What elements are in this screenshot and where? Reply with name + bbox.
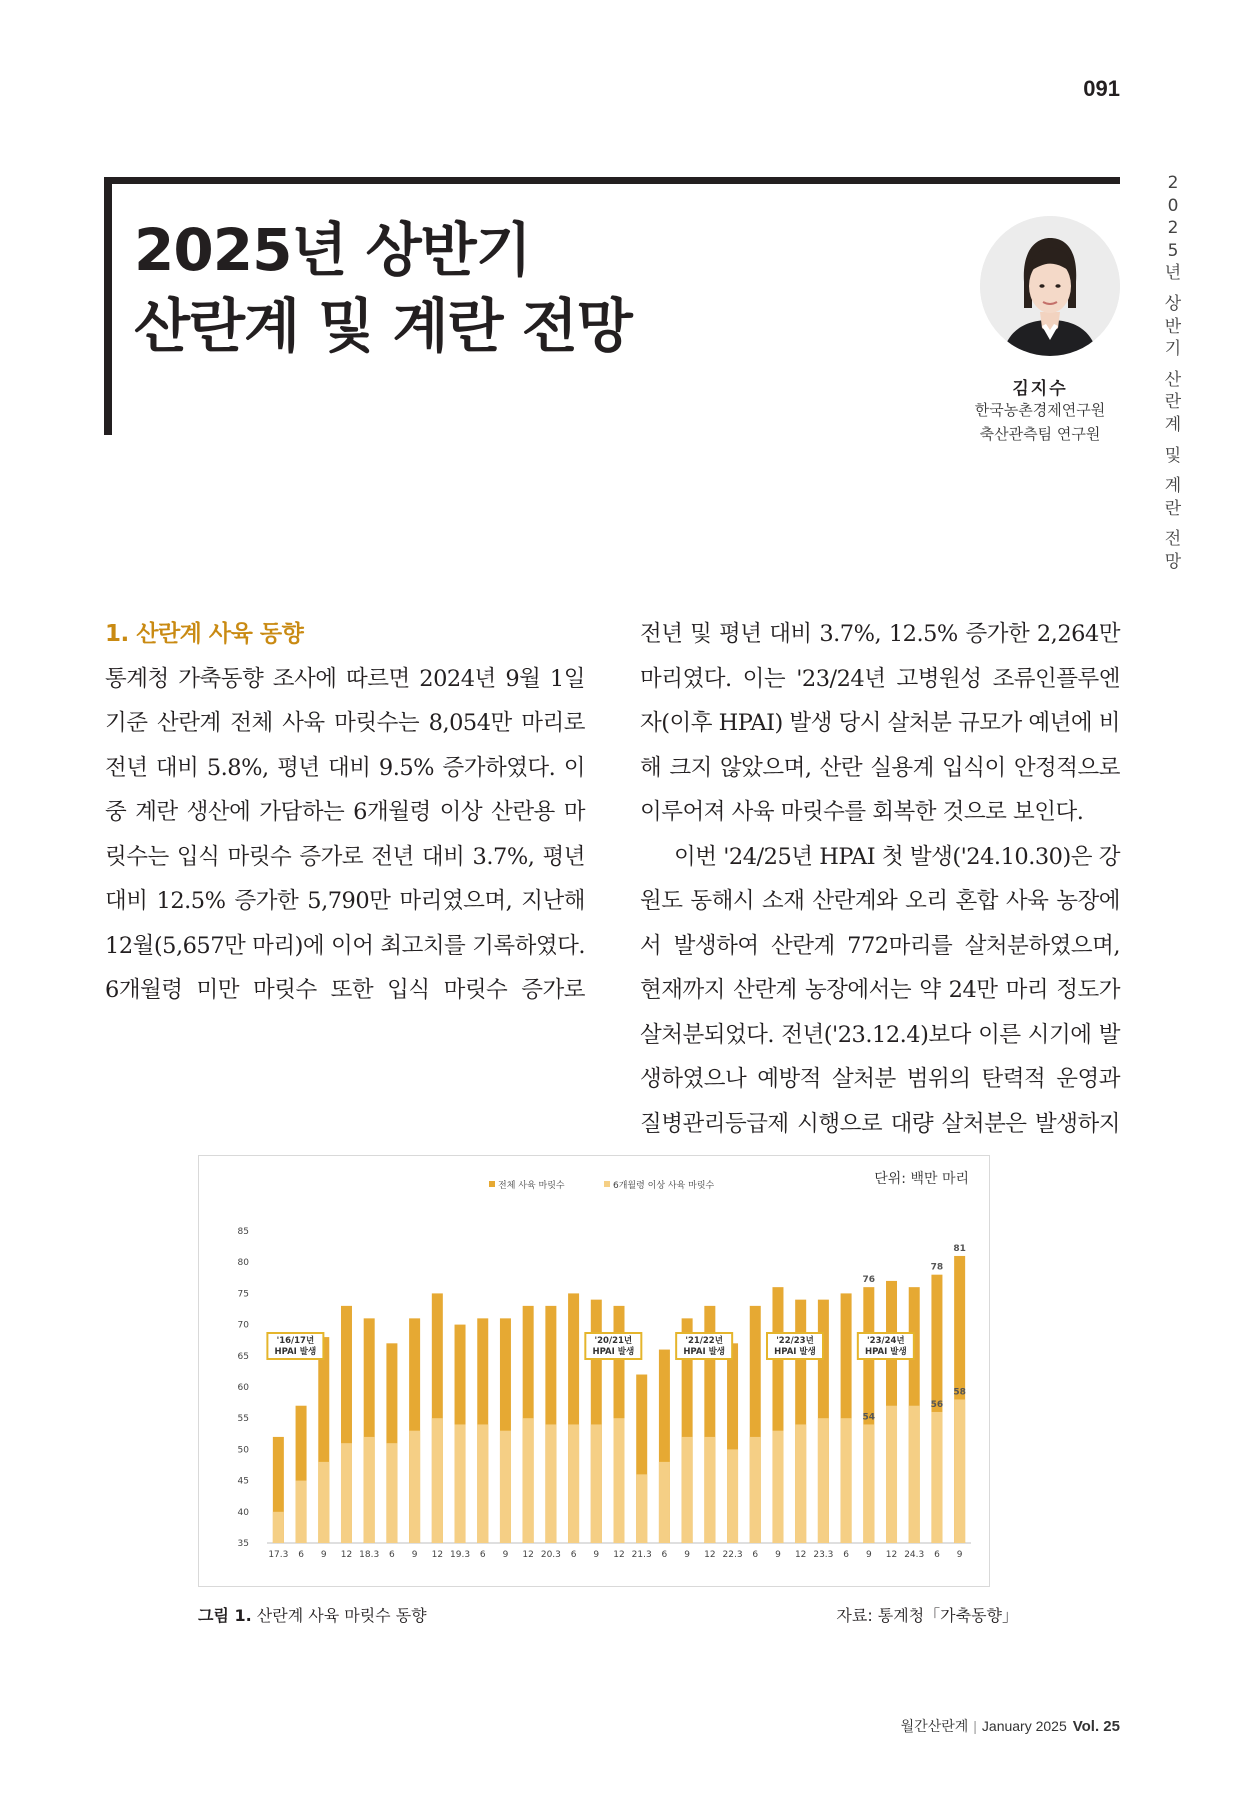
section-heading: 1. 산란계 사육 동향 (105, 621, 304, 647)
x-tick-label: 6 (570, 1550, 577, 1560)
side-title-char: 및 (1164, 445, 1182, 466)
side-title-char: 년 (1164, 263, 1182, 284)
bar-over-6-months (659, 1462, 670, 1543)
bar-over-6-months (568, 1424, 579, 1543)
bar-over-6-months (296, 1481, 307, 1543)
side-title-char: 0 (1167, 195, 1179, 216)
y-tick-label: 80 (237, 1258, 249, 1269)
side-title-char: 5 (1167, 240, 1179, 261)
y-tick-label: 60 (237, 1383, 249, 1393)
title-line-1: 2025년 상반기 (134, 216, 531, 284)
x-tick-label: 6 (389, 1550, 395, 1560)
side-title-char: 란 (1164, 392, 1182, 413)
vertical-running-title (1160, 172, 1186, 574)
side-title-char: 전 (1164, 529, 1182, 550)
y-tick-label: 40 (237, 1507, 249, 1518)
data-label: 56 (930, 1399, 944, 1410)
x-tick-label: 22.3 (722, 1550, 743, 1560)
bar-over-6-months (364, 1437, 375, 1543)
side-title-char: 2 (1167, 173, 1179, 193)
paragraph-2: 이번 '24/25년 HPAI 첫 발생('24.10.30)은 강원도 동해시 소재 산란계와 오리 혼합 사육 농장에서 발생하여 산란계 772마리를 살처분하였으며, 현재까지 산란계 농장에서는 약 24만 마리 정도가 살처분되었다. 전년('23.12.4)보다 이른 시기에 발생하였으나 예방적 살처분 범위의 탄력적 운영과 질병관리등급제 시행으로 대량 살처분은 발생하지 (640, 843, 1120, 1137)
x-tick-label: 9 (502, 1550, 509, 1560)
x-tick-label: 9 (684, 1550, 690, 1560)
hpai-annotation-label: HPAI 발생 (774, 1347, 816, 1357)
data-label: 54 (862, 1412, 876, 1423)
x-tick-label: 6 (752, 1550, 759, 1560)
hpai-annotation-label: HPAI 발생 (274, 1347, 317, 1357)
x-tick-label: 9 (320, 1550, 327, 1560)
paragraph-1: 통계청 가축동향 조사에 따르면 2024년 9월 1일 기준 산란계 전체 사육 마릿수는 8,054만 마리로 전년 대비 5.8%, 평년 대비 9.5% 증가하였다. 이 중 계란 생산에 가담하는 6개월령 이상 산란용 마릿수는 입식 마릿수 증가로 전년 대비 3.7%, 평년 대비 12.5% 증가한 5,790만 마리였으며, 지난해 12월(5,657만 마리)에 이어 최고치를 기록하였다. 6개월령 미만 마릿수 또한 입식 마릿수 증가로 (105, 665, 585, 1003)
bar-over-6-months (500, 1431, 511, 1543)
bar-over-6-months (795, 1424, 806, 1543)
author-affiliation (940, 398, 1140, 446)
bar-over-6-months (455, 1424, 466, 1543)
y-tick-label: 45 (237, 1476, 249, 1487)
hpai-annotation-label: HPAI 발생 (864, 1347, 907, 1357)
hpai-annotation-label: HPAI 발생 (592, 1347, 635, 1357)
legend-swatch (604, 1181, 610, 1187)
bar-over-6-months (432, 1418, 443, 1543)
x-tick-label: 21.3 (631, 1550, 652, 1560)
figure-caption-text: 산란계 사육 마릿수 동향 (256, 1606, 427, 1625)
bar-over-6-months (818, 1418, 829, 1543)
bar-over-6-months (614, 1418, 625, 1543)
x-tick-label: 9 (775, 1550, 781, 1560)
bar-over-6-months (954, 1399, 965, 1543)
author-portrait (980, 216, 1120, 356)
author-name: 김지수 (1012, 379, 1068, 399)
body-column-right (640, 612, 1120, 1191)
x-tick-label: 6 (479, 1550, 486, 1560)
y-tick-label: 35 (237, 1539, 249, 1549)
hpai-annotation-label: HPAI 발생 (683, 1347, 726, 1357)
x-tick-label: 9 (411, 1550, 418, 1560)
data-label: 78 (930, 1262, 944, 1273)
x-tick-label: 12 (431, 1550, 444, 1560)
figure-source: 자료: 통계청「가축동향」 (836, 1606, 1018, 1625)
x-tick-label: 6 (843, 1550, 849, 1560)
bar-over-6-months (386, 1443, 397, 1543)
x-tick-label: 19.3 (450, 1550, 471, 1560)
y-tick-label: 75 (237, 1289, 249, 1300)
author-org-line-2: 축산관측팀 연구원 (979, 425, 1101, 443)
x-tick-label: 24.3 (904, 1550, 925, 1560)
bar-over-6-months (750, 1437, 761, 1543)
figure-caption-label: 그림 1. (198, 1606, 252, 1625)
bar-over-6-months (636, 1474, 647, 1543)
legend-swatch (489, 1181, 495, 1187)
hpai-annotation-year: '16/17년 (276, 1336, 315, 1346)
x-tick-label: 9 (593, 1550, 600, 1560)
x-tick-label: 17.3 (268, 1550, 289, 1560)
side-title-char: 계 (1164, 414, 1182, 435)
hpai-annotation-year: '21/22년 (685, 1336, 723, 1346)
y-tick-label: 65 (237, 1351, 249, 1362)
bar-over-6-months (841, 1418, 852, 1543)
bar-over-6-months (273, 1512, 284, 1543)
side-title-char: 반 (1164, 316, 1182, 337)
side-title-char: 기 (1164, 339, 1182, 360)
chart-unit-label: 단위: 백만 마리 (874, 1171, 969, 1187)
side-title-char: 상 (1164, 293, 1182, 314)
x-tick-label: 9 (956, 1550, 963, 1560)
side-title-char: 계 (1164, 476, 1182, 497)
data-label: 58 (953, 1387, 966, 1398)
bar-over-6-months (886, 1406, 897, 1543)
layer-count-bar-chart (199, 1156, 989, 1586)
body-column-left (105, 612, 585, 1013)
bar-over-6-months (477, 1424, 488, 1543)
footer-volume: Vol. 25 (1072, 1718, 1120, 1735)
author-org-line-1: 한국농촌경제연구원 (974, 401, 1106, 419)
hpai-annotation-year: '23/24년 (867, 1336, 905, 1346)
page-title (134, 212, 632, 364)
x-tick-label: 12 (704, 1550, 716, 1560)
hpai-annotation-year: '22/23년 (776, 1336, 814, 1346)
page-footer: 월간산란계 | January 2025 Vol. 25 (900, 1718, 1120, 1735)
bar-over-6-months (909, 1406, 920, 1543)
bar-over-6-months (772, 1431, 783, 1543)
side-title-char: 망 (1164, 551, 1182, 572)
page-number: 091 (1083, 76, 1120, 101)
data-label: 81 (953, 1243, 966, 1254)
x-tick-label: 12 (522, 1550, 534, 1560)
x-tick-label: 6 (934, 1550, 940, 1560)
footer-issue: January 2025 (981, 1718, 1067, 1734)
bar-over-6-months (409, 1431, 420, 1543)
bar-over-6-months (931, 1412, 942, 1543)
title-top-rule (104, 177, 1120, 184)
side-title-char: 2 (1167, 218, 1179, 239)
side-title-char: 산 (1164, 369, 1182, 390)
figure-caption (198, 1603, 427, 1626)
data-label: 76 (862, 1275, 876, 1286)
hpai-annotation-year: '20/21년 (594, 1336, 633, 1346)
y-tick-label: 55 (237, 1414, 249, 1425)
side-title-char: 란 (1164, 498, 1182, 519)
author-portrait-icon (980, 216, 1120, 356)
y-tick-label: 70 (237, 1320, 249, 1331)
title-left-rule (104, 177, 112, 435)
x-tick-label: 12 (340, 1550, 353, 1560)
x-tick-label: 12 (794, 1550, 807, 1560)
bar-over-6-months (545, 1424, 556, 1543)
x-tick-label: 6 (661, 1550, 668, 1560)
x-tick-label: 9 (865, 1550, 872, 1560)
title-line-2: 산란계 및 계란 전망 (134, 292, 632, 360)
bar-over-6-months (863, 1424, 874, 1543)
paragraph-1-continued: 전년 및 평년 대비 3.7%, 12.5% 증가한 2,264만 마리였다. 이는 '23/24년 고병원성 조류인플루엔자(이후 HPAI) 발생 당시 살처분 규모가 예년에 비해 크지 않았으며, 산란 실용계 입식이 안정적으로 이루어져 사육 마릿수를 회복한 것으로 보인다. (640, 621, 1120, 825)
y-tick-label: 85 (237, 1227, 249, 1237)
bar-over-6-months (523, 1418, 534, 1543)
x-tick-label: 23.3 (813, 1550, 834, 1560)
bar-over-6-months (591, 1424, 602, 1543)
bar-over-6-months (727, 1449, 738, 1543)
x-tick-label: 12 (885, 1550, 898, 1560)
bar-over-6-months (704, 1437, 715, 1543)
bar-over-6-months (341, 1443, 352, 1543)
x-tick-label: 20.3 (540, 1550, 561, 1560)
footer-magazine: 월간산란계 (900, 1718, 969, 1734)
y-tick-label: 50 (237, 1445, 249, 1456)
bar-over-6-months (318, 1462, 329, 1543)
legend-label: 전체 사육 마릿수 (498, 1181, 565, 1191)
bar-over-6-months (682, 1437, 693, 1543)
x-tick-label: 6 (298, 1550, 304, 1560)
figure-chart (198, 1155, 990, 1587)
x-tick-label: 18.3 (359, 1550, 380, 1560)
x-tick-label: 12 (613, 1550, 625, 1560)
legend-label: 6개월령 이상 사육 마릿수 (613, 1181, 715, 1191)
